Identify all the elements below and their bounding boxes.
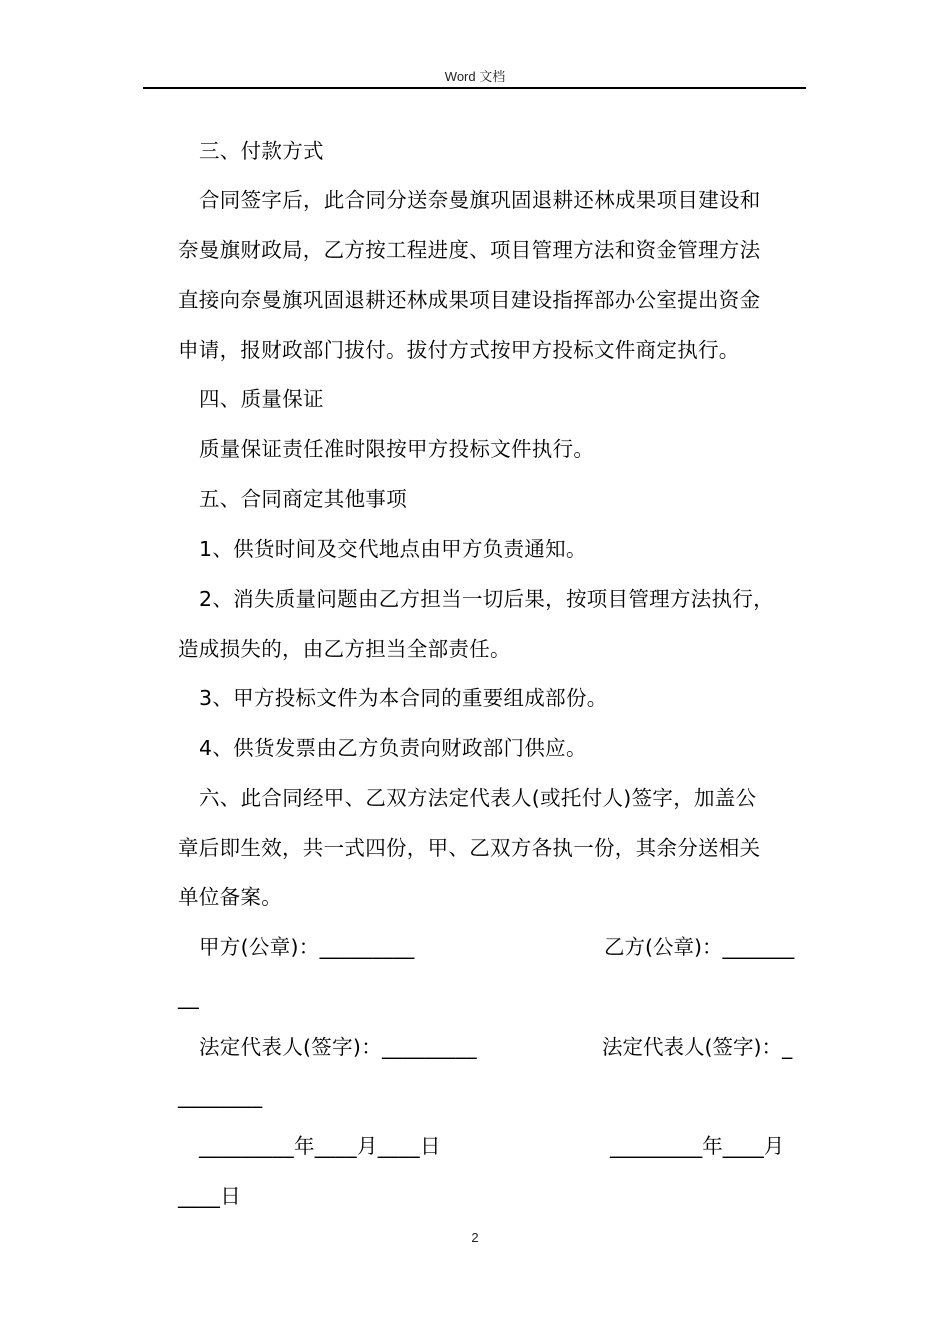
section-3-title: 三、付款方式 [199,139,324,163]
party-a-date-line: _________年____月____日 [199,1134,441,1158]
party-a-representative-line: 法定代表人(签字)：_________ [199,1035,477,1059]
section-4-paragraph: 质量保证责任准时限按甲方投标文件执行。 [199,437,595,461]
party-b-seal-line-wrap: __ [178,985,200,1009]
header-divider [143,87,806,89]
list-item-4: 4、供货发票由乙方负责向财政部门供应。 [199,736,587,760]
party-b-representative-line-wrap: ________ [178,1084,263,1108]
list-item-2: 2、消失质量问题由乙方担当一切后果，按项目管理方法执行， [199,587,774,611]
section-5-title: 五、合同商定其他事项 [199,487,407,511]
party-b-date-line-wrap: ____日 [178,1184,241,1208]
section-4-title: 四、质量保证 [199,387,324,411]
page-header: Word 文档 [444,69,506,84]
list-item-2-continued: 造成损失的，由乙方担当全部责任。 [178,637,511,661]
list-item-1: 1、供货时间及交代地点由甲方负责通知。 [199,537,587,561]
section-6-paragraph-line: 章后即生效，共一式四份，甲、乙双方各执一份，其余分送相关 [178,836,761,860]
party-a-seal-line: 甲方(公章)：_________ [199,935,415,959]
party-b-representative-line: 法定代表人(签字)：_ [602,1035,793,1059]
section-3-paragraph-line: 合同签字后，此合同分送奈曼旗巩固退耕还林成果项目建设和 [199,188,761,212]
section-3-paragraph-line: 申请，报财政部门拔付。拔付方式按甲方投标文件商定执行。 [178,338,740,362]
section-6-paragraph-line: 六、此合同经甲、乙双方法定代表人(或托付人)签字，加盖公 [199,786,757,810]
section-3-paragraph-line: 直接向奈曼旗巩固退耕还林成果项目建设指挥部办公室提出资金 [178,288,761,312]
party-b-date-line: _________年____月 [610,1134,785,1158]
section-6-paragraph-line: 单位备案。 [178,885,282,909]
party-b-seal-line: 乙方(公章)：_______ [604,935,795,959]
page-number: 2 [471,1230,479,1245]
list-item-3: 3、甲方投标文件为本合同的重要组成部份。 [199,686,608,710]
section-3-paragraph-line: 奈曼旗财政局，乙方按工程进度、项目管理方法和资金管理方法 [178,238,761,262]
